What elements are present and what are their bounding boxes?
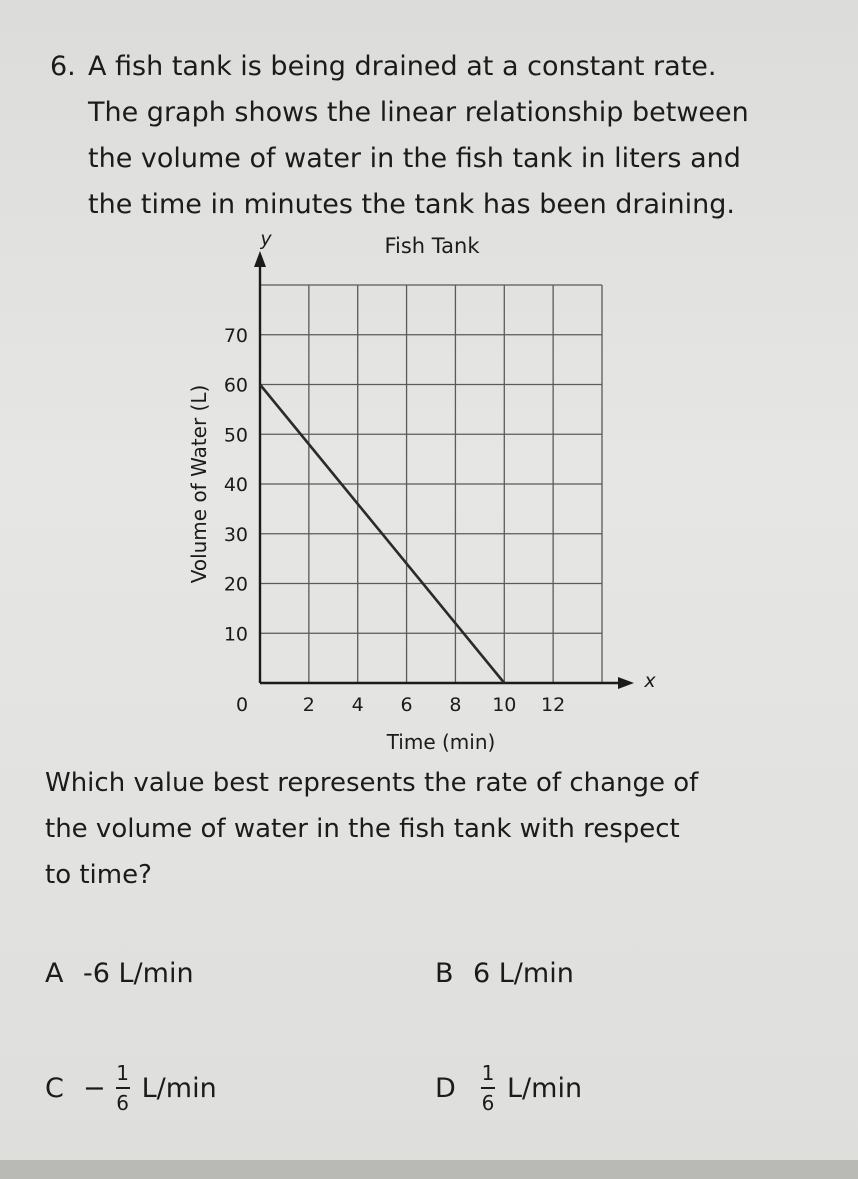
x-axis-label: Time (min) — [386, 730, 496, 754]
x-axis-variable: x — [644, 670, 656, 692]
question-prompt — [45, 760, 825, 898]
choice-d-letter: D — [435, 1072, 456, 1104]
choice-d-fraction — [481, 1062, 495, 1114]
y-tick-label: 50 — [223, 424, 248, 447]
choice-c-letter: C — [45, 1072, 64, 1104]
y-tick-label: 10 — [223, 623, 248, 646]
question-line-1: Which value best represents the rate of change of — [45, 768, 699, 798]
choice-a-letter: A — [45, 958, 64, 989]
page-bottom-edge — [0, 1160, 858, 1179]
choice-c-fraction — [116, 1062, 130, 1114]
choice-c[interactable] — [45, 1062, 217, 1114]
x-tick-label: 4 — [351, 694, 364, 716]
chart-axes — [254, 251, 634, 689]
choice-c-denominator: 6 — [116, 1091, 129, 1115]
y-axis-arrow-icon — [254, 251, 266, 267]
y-tick-label: 60 — [223, 374, 248, 397]
y-tick-label: 70 — [223, 324, 248, 347]
question-line-2: the volume of water in the fish tank with respect — [45, 814, 680, 844]
choice-b-text: 6 L/min — [473, 958, 574, 989]
fish-tank-chart — [170, 225, 670, 755]
chart-ticks — [224, 325, 565, 716]
chart-title: Fish Tank — [384, 234, 480, 258]
x-tick-label: 8 — [449, 694, 462, 716]
choice-d-unit: L/min — [507, 1072, 583, 1104]
x-tick-label: 12 — [541, 694, 566, 716]
y-axis-label: Volume of Water (L) — [187, 384, 211, 584]
x-axis-arrow-icon — [618, 677, 634, 689]
chart-grid — [260, 285, 602, 683]
origin-label: 0 — [235, 694, 249, 716]
choice-b-letter: B — [435, 958, 454, 989]
y-tick-label: 20 — [223, 573, 248, 596]
fraction-bar — [481, 1087, 495, 1089]
problem-statement — [50, 44, 840, 228]
choice-d[interactable] — [435, 1062, 582, 1114]
choice-d-numerator: 1 — [481, 1061, 495, 1085]
problem-line-1: 6. A fish tank is being drained at a constant rate. — [50, 44, 840, 90]
problem-line-2: The graph shows the linear relationship between — [88, 97, 749, 128]
y-tick-label: 30 — [223, 523, 248, 546]
y-tick-label: 40 — [223, 474, 248, 496]
choice-b[interactable] — [435, 958, 574, 989]
problem-number: 6. — [50, 51, 76, 82]
choice-c-unit: L/min — [141, 1072, 217, 1104]
problem-line-4: the time in minutes the tank has been draining. — [88, 189, 735, 220]
choice-c-sign: − — [83, 1072, 106, 1104]
x-tick-label: 6 — [400, 694, 413, 716]
choice-a-text: -6 L/min — [83, 958, 194, 989]
choice-c-numerator: 1 — [116, 1061, 129, 1085]
question-line-3: to time? — [45, 860, 152, 890]
choice-a[interactable] — [45, 958, 194, 989]
y-axis-variable: y — [260, 228, 272, 250]
x-tick-label: 10 — [492, 694, 517, 716]
problem-line-3: the volume of water in the fish tank in liters and — [88, 143, 741, 174]
choice-d-denominator: 6 — [481, 1091, 495, 1115]
x-tick-label: 2 — [302, 694, 315, 716]
fraction-bar — [116, 1087, 130, 1089]
